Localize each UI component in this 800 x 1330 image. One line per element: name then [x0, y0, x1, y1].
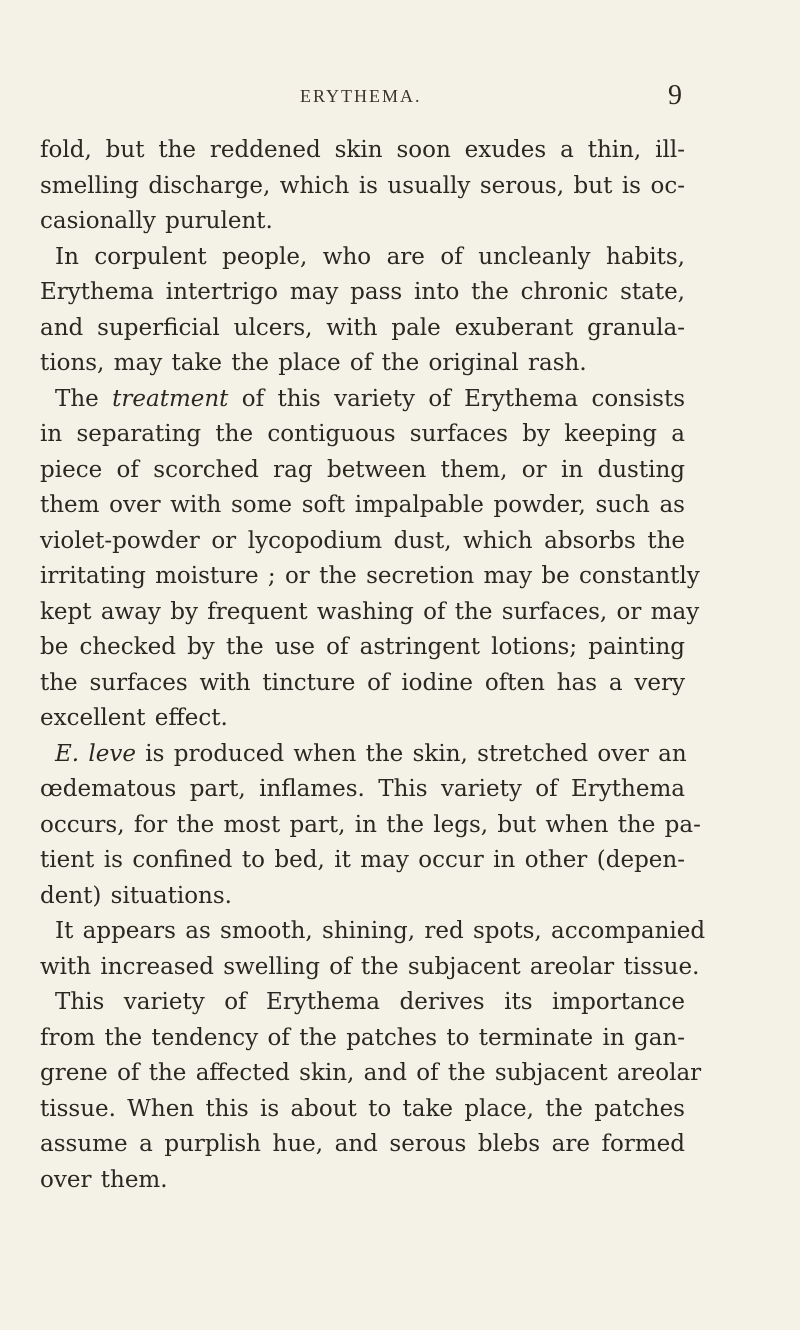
text-line: fold, but the reddened skin soon exudes a thin, ill- [40, 137, 685, 163]
text-line: them over with some soft impalpable powder, such as [40, 492, 685, 518]
text-line: with increased swelling of the subjacent areolar tissue. [40, 953, 700, 980]
paragraph-first-line: The treatment of this variety of Erythema consists [55, 385, 685, 412]
text-line: Erythema intertrigo may pass into the chronic state, [40, 279, 685, 305]
text-line: over them. [40, 1166, 168, 1193]
text-line: occurs, for the most part, in the legs, but when the pa- [40, 811, 701, 838]
text-line: the surfaces with tincture of iodine often has a very [40, 669, 685, 696]
text-line: irritating moisture ; or the secretion may be constantly [40, 563, 700, 589]
text-line: piece of scorched rag between them, or in dusting [40, 456, 685, 483]
text-line: œdematous part, inflames. This variety of Erythema [40, 776, 685, 802]
text-line: tissue. When this is about to take place, the patches [40, 1095, 685, 1122]
text-line: excellent effect. [40, 705, 228, 731]
text-line: tient is confined to bed, it may occur in other (depen- [40, 847, 685, 873]
paragraph-first-line: This variety of Erythema derives its importance [55, 989, 685, 1015]
text-line: assume a purplish hue, and serous blebs are formed [40, 1131, 685, 1157]
text-line: grene of the affected skin, and of the subjacent areolar [40, 1060, 702, 1086]
running-title: ERYTHEMA. [300, 86, 422, 106]
text-line: dent) situations. [40, 882, 232, 909]
text-line: kept away by frequent washing of the surfaces, or may [40, 598, 700, 625]
text-line: casionally purulent. [40, 208, 273, 234]
emphasis-e-leve: E. leve [55, 740, 136, 767]
emphasis-treatment: treatment [112, 385, 229, 412]
running-head [0, 80, 800, 111]
page-number: 9 [668, 80, 682, 111]
text-line: in separating the contiguous surfaces by keeping a [40, 421, 685, 447]
text-line: tions, may take the place of the original rash. [40, 350, 587, 376]
text-line: be checked by the use of astringent lotions; painting [40, 634, 685, 660]
text-line: from the tendency of the patches to terminate in gan- [40, 1024, 685, 1051]
body-text [40, 133, 706, 1198]
text-line: smelling discharge, which is usually serous, but is oc- [40, 172, 685, 199]
paragraph-first-line: It appears as smooth, shining, red spots, accompanied [55, 918, 706, 944]
paragraph-first-line: In corpulent people, who are of uncleanly habits, [55, 243, 685, 270]
paragraph-first-line: E. leve is produced when the skin, stretched over an [55, 740, 687, 767]
text-line: violet-powder or lycopodium dust, which absorbs the [40, 527, 685, 554]
text-line: and superficial ulcers, with pale exuberant granula- [40, 314, 685, 341]
